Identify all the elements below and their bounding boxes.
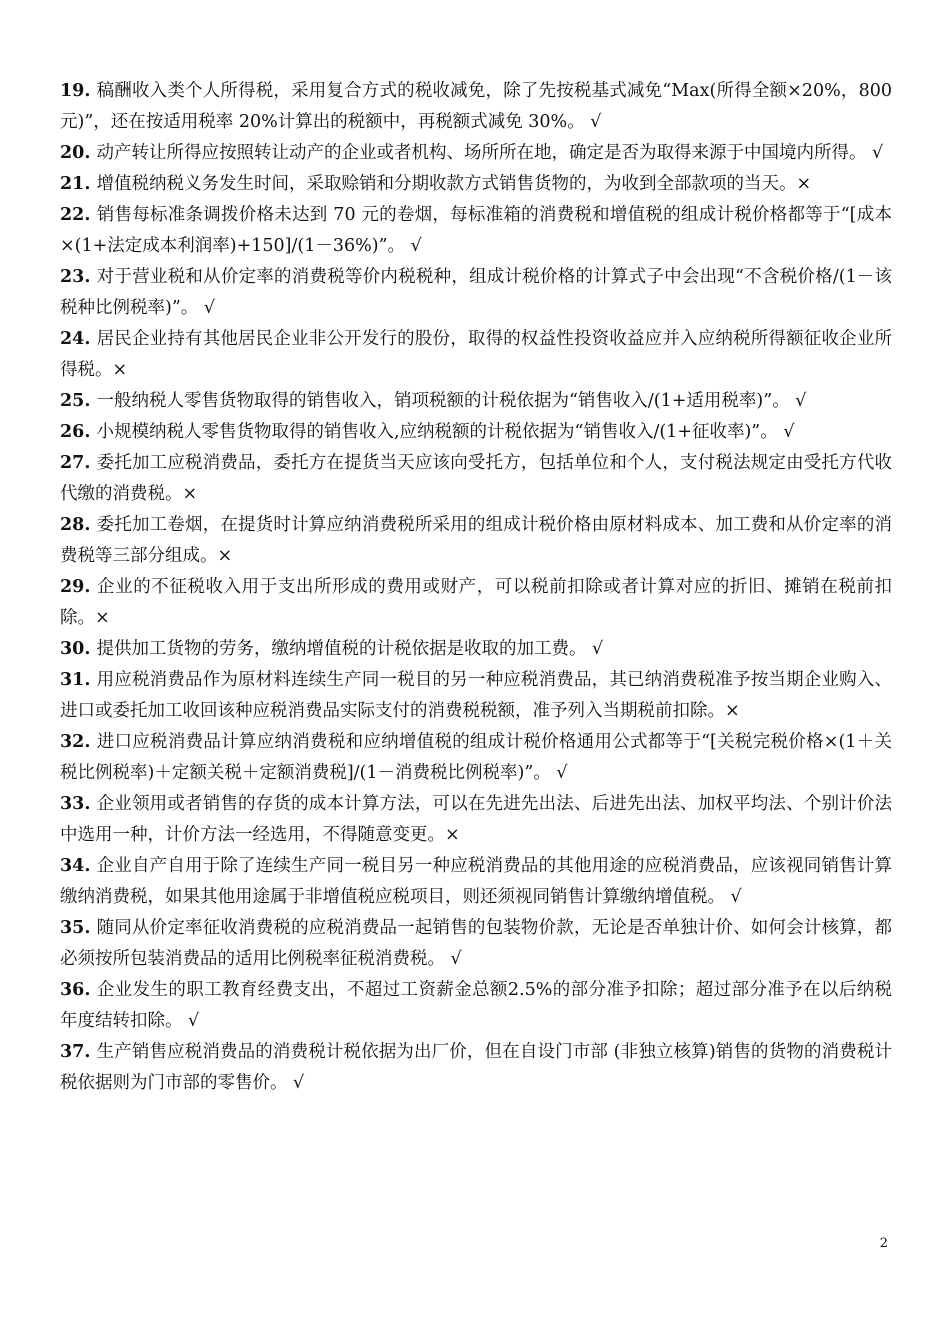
- list-item: [60, 1037, 892, 1099]
- item-text: 企业发生的职工教育经费支出，不超过工资薪金总额2.5%的部分准予扣除；超过部分准予在以后纳税年度结转扣除。 √: [60, 980, 892, 1031]
- item-number: 27.: [60, 453, 91, 473]
- list-item: [60, 76, 892, 138]
- item-text: 居民企业持有其他居民企业非公开发行的股份，取得的权益性投资收益应并入应纳税所得额征收企业所得税。×: [60, 329, 892, 380]
- item-text: 对于营业税和从价定率的消费税等价内税税种，组成计税价格的计算式子中会出现“不含税价格/(1－该税种比例税率)”。 √: [60, 267, 892, 318]
- item-number: 22.: [60, 205, 91, 225]
- item-text: 生产销售应税消费品的消费税计税依据为出厂价，但在自设门市部 (非独立核算)销售的货物的消费税计税依据则为门市部的零售价。 √: [60, 1042, 892, 1093]
- list-item: [60, 386, 892, 417]
- item-text: 增值税纳税义务发生时间，采取赊销和分期收款方式销售货物的，为收到全部款项的当天。×: [96, 174, 812, 194]
- list-item: [60, 975, 892, 1037]
- item-text: 企业领用或者销售的存货的成本计算方法，可以在先进先出法、后进先出法、加权平均法、个别计价法中选用一种，计价方法一经选用，不得随意变更。×: [60, 794, 892, 845]
- item-number: 29.: [60, 577, 91, 597]
- list-item: [60, 324, 892, 386]
- item-number: 32.: [60, 732, 91, 752]
- list-item: [60, 789, 892, 851]
- list-item: [60, 572, 892, 634]
- item-number: 35.: [60, 918, 91, 938]
- list-item: [60, 851, 892, 913]
- item-text: 企业自产自用于除了连续生产同一税目另一种应税消费品的其他用途的应税消费品，应该视同销售计算缴纳消费税，如果其他用途属于非增值税应税项目，则还须视同销售计算缴纳增值税。 √: [60, 856, 892, 907]
- item-number: 25.: [60, 391, 91, 411]
- item-number: 23.: [60, 267, 91, 287]
- list-item: [60, 169, 892, 200]
- list-item: [60, 665, 892, 727]
- item-number: 26.: [60, 422, 91, 442]
- list-item: [60, 262, 892, 324]
- item-number: 21.: [60, 174, 91, 194]
- item-text: 一般纳税人零售货物取得的销售收入，销项税额的计税依据为“销售收入/(1+适用税率)”。 √: [96, 391, 807, 411]
- item-number: 34.: [60, 856, 91, 876]
- document-body: [60, 76, 892, 1099]
- item-number: 24.: [60, 329, 91, 349]
- item-text: 委托加工卷烟，在提货时计算应纳消费税所采用的组成计税价格由原材料成本、加工费和从价定率的消费税等三部分组成。×: [60, 515, 892, 566]
- list-item: [60, 913, 892, 975]
- item-text: 小规模纳税人零售货物取得的销售收入,应纳税额的计税依据为“销售收入/(1+征收率)”。 √: [96, 422, 795, 442]
- item-text: 进口应税消费品计算应纳消费税和应纳增值税的组成计税价格通用公式都等于“[关税完税价格×(1＋关税比例税率)＋定额关税＋定额消费税]/(1－消费税比例税率)”。 √: [60, 732, 892, 783]
- item-text: 随同从价定率征收消费税的应税消费品一起销售的包装物价款，无论是否单独计价、如何会计核算，都必须按所包装消费品的适用比例税率征税消费税。 √: [60, 918, 892, 969]
- list-item: [60, 200, 892, 262]
- item-text: 销售每标准条调拨价格未达到 70 元的卷烟，每标准箱的消费税和增值税的组成计税价格都等于“[成本×(1+法定成本利润率)+150]/(1－36%)”。 √: [60, 205, 892, 256]
- item-number: 19.: [60, 81, 91, 101]
- item-text: 动产转让所得应按照转让动产的企业或者机构、场所所在地，确定是否为取得来源于中国境内所得。 √: [96, 143, 884, 163]
- item-number: 31.: [60, 670, 91, 690]
- item-number: 33.: [60, 794, 91, 814]
- item-number: 37.: [60, 1042, 91, 1062]
- page-number: 2: [879, 1236, 888, 1251]
- item-number: 28.: [60, 515, 91, 535]
- item-text: 企业的不征税收入用于支出所形成的费用或财产，可以税前扣除或者计算对应的折旧、摊销在税前扣除。×: [60, 577, 892, 628]
- item-number: 36.: [60, 980, 91, 1000]
- list-item: [60, 448, 892, 510]
- list-item: [60, 417, 892, 448]
- list-item: [60, 727, 892, 789]
- item-text: 委托加工应税消费品，委托方在提货当天应该向受托方，包括单位和个人，支付税法规定由受托方代收代缴的消费税。×: [60, 453, 892, 504]
- item-number: 30.: [60, 639, 91, 659]
- item-text: 用应税消费品作为原材料连续生产同一税目的另一种应税消费品，其已纳消费税准予按当期企业购入、进口或委托加工收回该种应税消费品实际支付的消费税税额，准予列入当期税前扣除。×: [60, 670, 892, 721]
- item-text: 稿酬收入类个人所得税，采用复合方式的税收减免，除了先按税基式减免“Max(所得全额×20%，800 元)”，还在按适用税率 20%计算出的税额中，再税额式减免 30%。 √: [60, 81, 892, 132]
- item-text: 提供加工货物的劳务，缴纳增值税的计税依据是收取的加工费。 √: [96, 639, 604, 659]
- list-item: [60, 138, 892, 169]
- list-item: [60, 510, 892, 572]
- list-item: [60, 634, 892, 665]
- item-number: 20.: [60, 143, 91, 163]
